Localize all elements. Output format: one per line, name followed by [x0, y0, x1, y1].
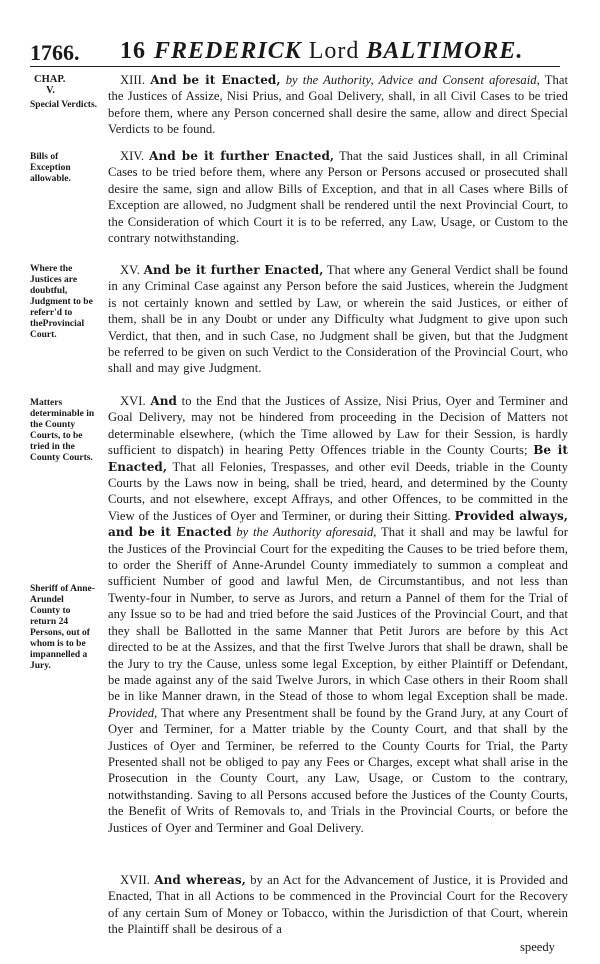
- section-16-lead: And: [150, 394, 177, 408]
- section-16: [108, 393, 568, 836]
- page-number: 16: [120, 38, 146, 64]
- header-title: [120, 38, 523, 65]
- section-16-lead-c: Provided always, and be it Enacted: [108, 508, 568, 540]
- chap-number: V.: [46, 85, 55, 96]
- section-13-body: That the Justices of Assize, Nisi Prius, and Goal Delivery, shall, in all Civil Cases to be tried before them, where any Person concerned shall desire the same, allow and direct Special Verdicts to be found.: [108, 73, 569, 137]
- running-header: [30, 36, 560, 67]
- title-last: BALTIMORE.: [366, 38, 524, 64]
- catchword: speedy: [520, 940, 555, 954]
- title-lord: Lord: [308, 38, 360, 64]
- margin-chapter: [30, 74, 103, 96]
- section-13-number: XIII.: [120, 73, 146, 87]
- title-first: FREDERICK: [154, 38, 302, 64]
- section-16-body-d: That where any Presentment shall be found by the Grand Jury, at any Court of Oyer and Terminer, for a Matter triable by the County Court, and that shall by the Justices of Oyer and Terminer, be referred to the County Courts for Trial, the Party Presented shall not be obliged to pay any Fees or Charges, except what shall arise in the Prosecution in the County Court, any Law, Usage, or Custom to the contrary, notwithstanding. Saving to all Persons accused before the Justices of the County Courts, the Benefit of Writs of Removals to, and Trials in the Provincial Courts, or before the Justices of Oyer and Terminer and Goal Delivery.: [108, 705, 568, 835]
- header-year: 1766.: [30, 40, 80, 65]
- section-17: [108, 872, 568, 938]
- section-14-number: XIV.: [120, 149, 145, 163]
- section-15-body: That where any General Verdict shall be found in any Criminal Case against any Person before the said Justices, wherein the Judgment is not certainly known and settled by Law, or wherein the said Justices, or either of them, shall be in any Doubt or under any Difficulty what Judgment to give upon such Verdict, that then, and in such Case, no Judgment shall be given, but that the Judgment be referred to be given on such Verdict to the Consideration of the Provincial Court, who shall and may give Judgment.: [108, 263, 568, 376]
- section-16-body-b: That all Felonies, Trespasses, and other evil Deeds, triable in the County Courts by the Laws now in being, shall be tried, heard, and determined by the County Courts, and not elsewhere, except Affrays, and other Offences, to be committed in the View of the Justices of Oyer and Terminer, or during their Sitting.: [108, 459, 568, 523]
- section-16-body-c: That it shall and may be lawful for the Justices of the Provincial Court for the expediting the Causes to be tried before them, to order the Sheriff of Anne-Arundel County immediately to summon a compleat and sufficient Number of good and lawful Men, de Circumstantibus, and not less than Twenty-four in Number, to serve as Jurors, and return a Pannel of them for the Trial of any Issue so to be had and tried before the said Justices of the Provincial Court, and that they shall be Ballotted in the same Manner that Petit Jurors are before by this Act directed to be at the Assizes, and that the first Twelve Jurors that shall be drawn, shall be the Jury to try the Cause, unless some legal Exception, by either Plaintiff or Defendant, be made against any of the said Twelve Jurors, in which Case others in their Room shall be in like Manner drawn, in the Stead of those to whom legal Exception shall be made.: [108, 525, 568, 704]
- section-14-body: That the said Justices shall, in all Criminal Cases to be tried before them, where any Person or Persons accused or prosecuted shall desire the same, sign and allow Bills of Exception, and that in all Cases where Bills of Exception are allowed, no Judgment shall be rendered until the next Provincial Court, to the Consideration of which Court it is to be referred, any Law, Usage, or Custom to the contrary notwithstanding.: [108, 149, 568, 246]
- section-17-body: by an Act for the Advancement of Justice, it is Provided and Enacted, That in all Actions to be commenced in the Provincial Court for the Recovery of any certain Sum of Money or Tobacco, within the Jurisdiction of that Court, wherein the Plaintiff shall be desirous of a: [108, 873, 568, 937]
- section-16-body-a: to the End that the Justices of Assize, Nisi Prius, Oyer and Terminer and Goal Delivery, may not be hindered from proceeding in the Decision of Matters not determinable elsewhere, (which the Time allowed by Law for their Session, is hardly sufficient to dispatch) in hearing Petty Offences triable in the County Courts;: [108, 394, 569, 458]
- section-16-italic-c: by the Authority aforesaid,: [236, 525, 377, 540]
- margin-sheriff: Sheriff of Anne-Arundel County to return 24 Persons, out of whom is to be impannelled a Jury.: [30, 584, 95, 671]
- section-15: [108, 262, 568, 377]
- section-17-number: XVII.: [120, 873, 150, 887]
- section-15-lead: And be it further Enacted,: [143, 263, 324, 277]
- section-13: [108, 72, 568, 138]
- section-16-number: XVI.: [120, 394, 146, 408]
- section-13-italic: by the Authority, Advice and Consent aforesaid,: [285, 73, 540, 87]
- section-13-lead: And be it Enacted,: [150, 73, 281, 87]
- section-16-italic-d: Provided,: [108, 705, 158, 720]
- chap-label: CHAP.: [34, 74, 66, 85]
- section-14-lead: And be it further Enacted,: [149, 149, 335, 163]
- section-14: [108, 148, 568, 246]
- section-17-lead: And whereas,: [154, 873, 246, 887]
- section-16-lead-b: Be it Enacted,: [108, 443, 569, 474]
- margin-justices-doubtful: Where the Justices are doubtful, Judgment to be referr'd to theProvincial Court.: [30, 264, 93, 340]
- margin-bills-exception: Bills of Exception allowable.: [30, 152, 71, 184]
- section-15-number: XV.: [120, 263, 140, 277]
- margin-matters-determinable: Matters determinable in the County Courts, to be tried in the County Courts.: [30, 398, 95, 463]
- margin-special-verdicts: Special Verdicts.: [30, 100, 98, 110]
